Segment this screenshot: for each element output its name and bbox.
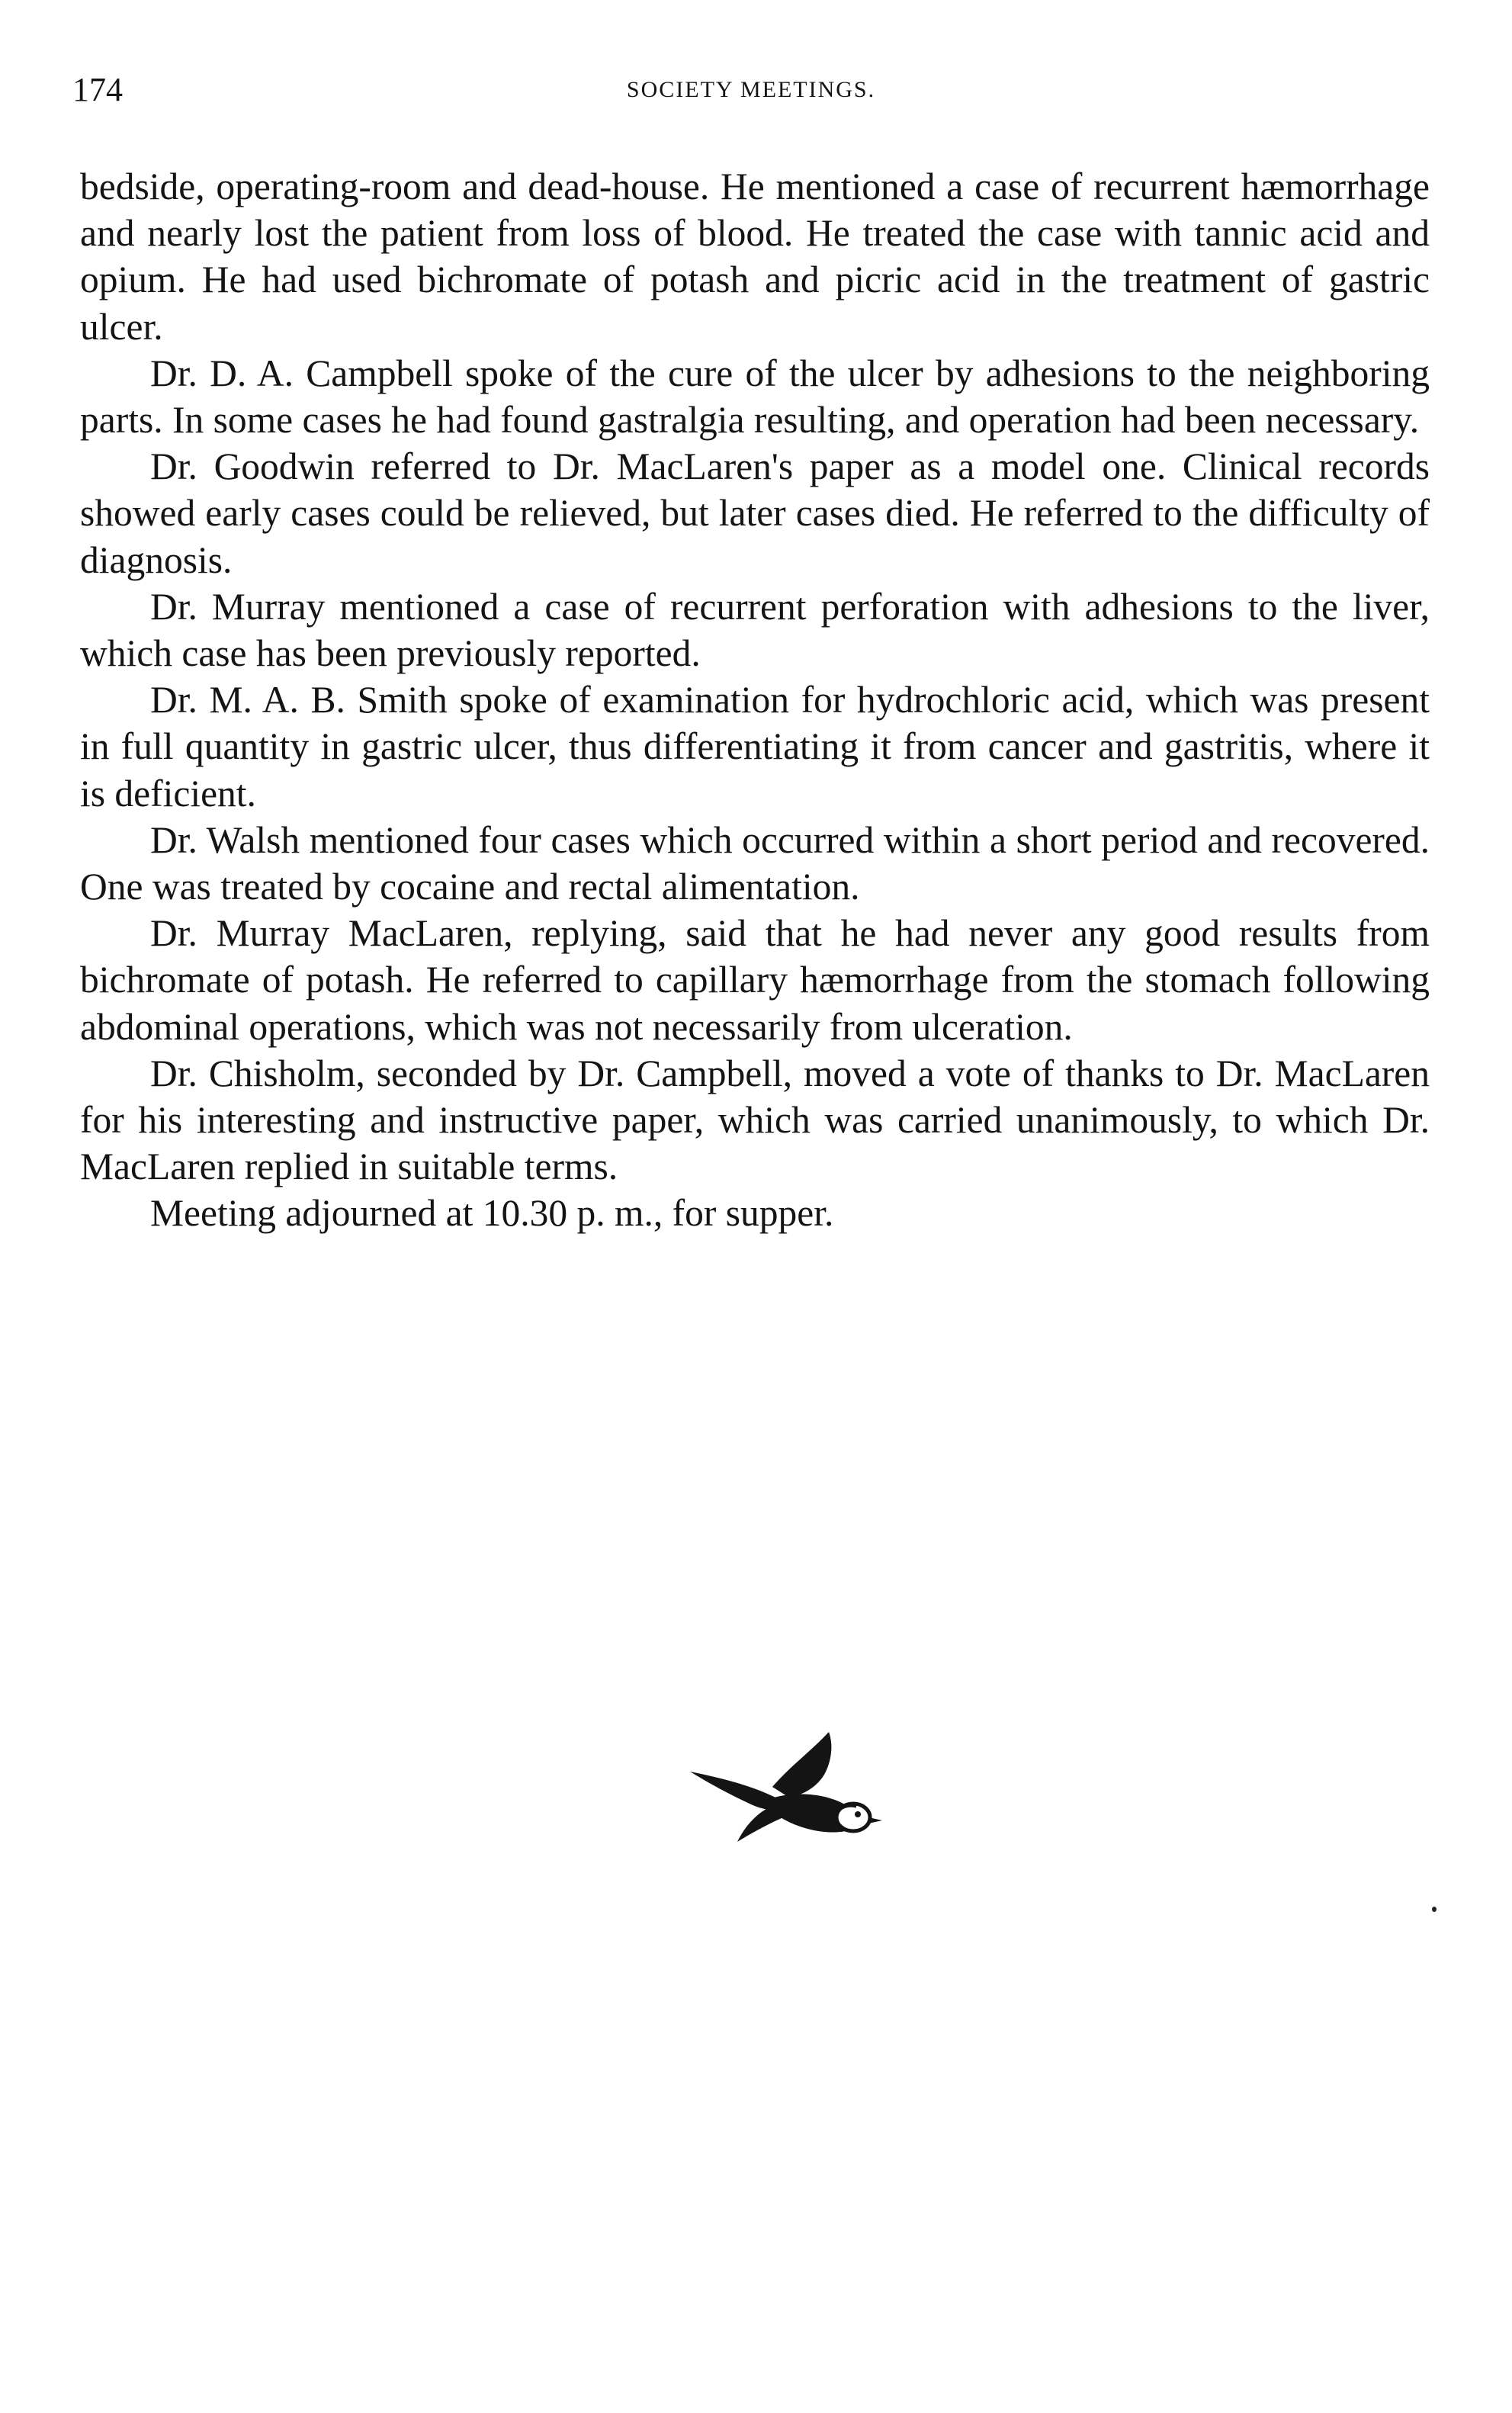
page-header: [72, 67, 1430, 113]
page-number: 174: [72, 71, 123, 108]
paragraph-adjourned: Meeting adjourned at 10.30 p. m., for supper.: [150, 1192, 834, 1235]
bird-ornament-icon: [682, 1727, 904, 1857]
article-body: [80, 163, 1430, 1237]
running-head: SOCIETY MEETINGS.: [626, 77, 876, 102]
print-speck: [1432, 1907, 1437, 1912]
paragraph-murray: Dr. Murray mentioned a case of recurrent perforation with adhesions to the liver, which case has been previously reported.: [80, 585, 1430, 675]
paragraph-maclaren-reply: Dr. Murray MacLaren, replying, said that he had never any good results from bichromate of potash. He referred to capillary hæmorrhage from the stomach following abdominal operations, which was not necessarily from ulceration.: [80, 912, 1430, 1048]
paragraph-continued: bedside, operating-room and dead-house. He mentioned a case of recurrent hæmorrhage and nearly lost the patient from loss of blood. He treated the case with tannic acid and opium. He had used bichromate of potash and picric acid in the treatment of gastric ulcer.: [80, 165, 1430, 348]
paragraph-chisholm: Dr. Chisholm, seconded by Dr. Campbell, moved a vote of thanks to Dr. MacLaren for his interesting and instructive paper, which was carried unanimously, to which Dr. MacLaren replied in suitable terms.: [80, 1052, 1430, 1188]
paragraph-smith: Dr. M. A. B. Smith spoke of examination for hydrochloric acid, which was present in full quantity in gastric ulcer, thus differentiating it from cancer and gastritis, where it is deficient.: [80, 679, 1430, 815]
paragraph-walsh: Dr. Walsh mentioned four cases which occurred within a short period and recovered. One was treated by cocaine and rectal alimentation.: [80, 818, 1430, 908]
paragraph-campbell: Dr. D. A. Campbell spoke of the cure of the ulcer by adhesions to the neighboring parts. In some cases he had found gastralgia resulting, and operation had been necessary.: [80, 352, 1430, 442]
paragraph-goodwin: Dr. Goodwin referred to Dr. MacLaren's paper as a model one. Clinical records showed early cases could be relieved, but later cases died. He referred to the difficulty of diagnosis.: [80, 445, 1430, 581]
